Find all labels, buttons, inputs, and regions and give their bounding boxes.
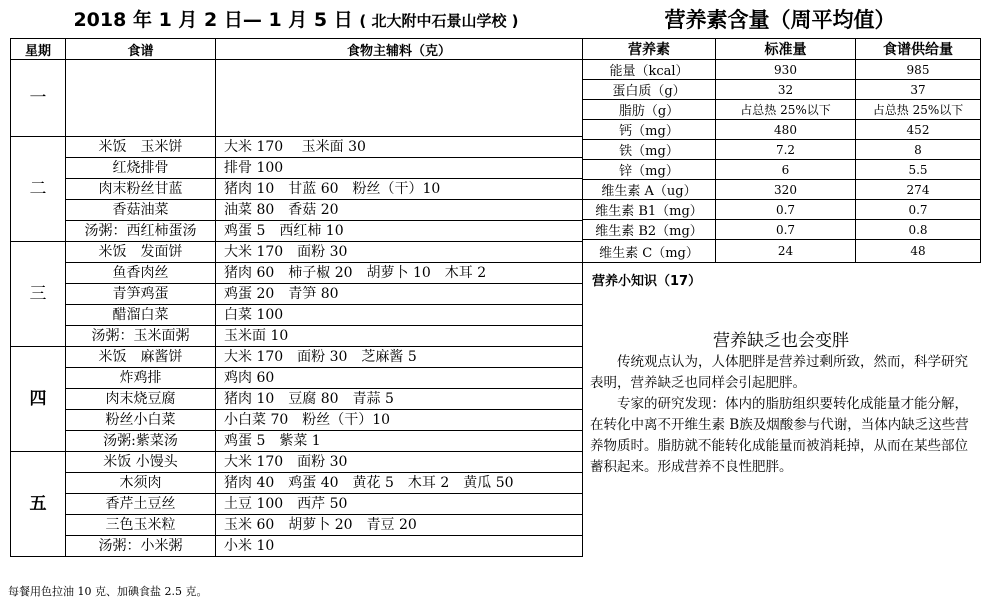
col-nutrient: 营养素 — [583, 39, 716, 60]
article-paragraph: 传统观点认为，人体肥胖是营养过剩所致，然而，科学研究表明，营养缺乏也同样会引起肥胖。 — [590, 354, 968, 391]
dish-cell: 米饭 麻酱饼 — [66, 347, 216, 368]
ingredient-cell: 小白菜 70 粉丝（干）10 — [216, 410, 583, 431]
ingredient-cell: 土豆 100 西芹 50 — [216, 494, 583, 515]
menu-row — [11, 515, 583, 536]
supply-cell: 0.8 — [856, 220, 981, 240]
nutrient-name-cell: 能量（kcal） — [583, 60, 716, 80]
weekday-cell: 二 — [11, 137, 66, 242]
supply-cell: 0.7 — [856, 200, 981, 220]
standard-cell: 930 — [716, 60, 856, 80]
menu-table — [10, 38, 583, 557]
weekday-cell: 五 — [11, 452, 66, 557]
standard-cell: 32 — [716, 80, 856, 100]
ingredient-cell: 小米 10 — [216, 536, 583, 557]
article-paragraph: 专家的研究发现：体内的脂肪组织要转化成能量才能分解，在转化中离不开维生素 B族及烟酸参与代谢，当体内缺乏这些营养物质时。脂肪就不能转化成能量而被消耗掉，从而在某些部位蓄积起来。形成营养不良性肥胖。 — [590, 396, 969, 475]
supply-cell: 48 — [856, 240, 981, 263]
standard-cell: 7.2 — [716, 140, 856, 160]
nutrition-row — [583, 200, 981, 220]
dish-cell: 肉末烧豆腐 — [66, 389, 216, 410]
menu-row — [11, 263, 583, 284]
nutrition-title: 营养素含量（周平均值） — [664, 8, 896, 32]
dish-cell: 汤粥：玉米面粥 — [66, 326, 216, 347]
nutrition-tip-label: 营养小知识（17） — [592, 274, 702, 289]
dish-cell: 汤粥：西红柿蛋汤 — [66, 221, 216, 242]
dish-cell: 醋溜白菜 — [66, 305, 216, 326]
dish-cell — [66, 60, 216, 137]
supply-cell: 274 — [856, 180, 981, 200]
nutrient-name-cell: 维生素 A（ug） — [583, 180, 716, 200]
supply-cell: 452 — [856, 120, 981, 140]
dish-cell: 米饭 发面饼 — [66, 242, 216, 263]
menu-body — [11, 60, 583, 557]
dish-cell: 香菇油菜 — [66, 200, 216, 221]
school-name: ( 北大附中石景山学校 ) — [359, 12, 519, 30]
ingredient-cell: 排骨 100 — [216, 158, 583, 179]
menu-row — [11, 305, 583, 326]
dish-cell: 炸鸡排 — [66, 368, 216, 389]
oil-salt-footnote: 每餐用色拉油 10 克、加碘食盐 2.5 克。 — [8, 585, 208, 598]
weekday-cell: 三 — [11, 242, 66, 347]
ingredient-cell: 白菜 100 — [216, 305, 583, 326]
menu-title — [10, 6, 582, 34]
col-weekday: 星期 — [11, 39, 66, 60]
nutrition-row — [583, 220, 981, 240]
standard-cell: 320 — [716, 180, 856, 200]
standard-cell: 0.7 — [716, 200, 856, 220]
col-ingredients: 食物主辅料（克） — [216, 39, 583, 60]
nutrition-row — [583, 160, 981, 180]
dish-cell: 木须肉 — [66, 473, 216, 494]
menu-row — [11, 536, 583, 557]
menu-row — [11, 284, 583, 305]
dish-cell: 米饭 玉米饼 — [66, 137, 216, 158]
nutrition-row — [583, 240, 981, 263]
menu-row — [11, 137, 583, 158]
supply-cell: 占总热 25%以下 — [856, 100, 981, 120]
nutrient-name-cell: 维生素 B1（mg） — [583, 200, 716, 220]
nutrition-row — [583, 80, 981, 100]
ingredient-cell: 大米 170 面粉 30 — [216, 242, 583, 263]
nutrient-name-cell: 蛋白质（g） — [583, 80, 716, 100]
supply-cell: 985 — [856, 60, 981, 80]
nutrient-name-cell: 铁（mg） — [583, 140, 716, 160]
dish-cell: 汤粥：小米粥 — [66, 536, 216, 557]
standard-cell: 占总热 25%以下 — [716, 100, 856, 120]
dish-cell: 红烧排骨 — [66, 158, 216, 179]
col-supply: 食谱供给量 — [856, 39, 981, 60]
nutrition-row — [583, 180, 981, 200]
nutrition-body — [583, 60, 981, 263]
ingredient-cell: 玉米面 10 — [216, 326, 583, 347]
nutrient-name-cell: 锌（mg） — [583, 160, 716, 180]
menu-date-range: 2018 年 1 月 2 日— 1 月 5 日 — [73, 9, 353, 31]
supply-cell: 8 — [856, 140, 981, 160]
ingredient-cell: 鸡蛋 5 西红柿 10 — [216, 221, 583, 242]
dish-cell: 三色玉米粒 — [66, 515, 216, 536]
col-recipe: 食谱 — [66, 39, 216, 60]
article-title: 营养缺乏也会变胖 — [713, 331, 849, 351]
nutrient-name-cell: 钙（mg） — [583, 120, 716, 140]
standard-cell: 0.7 — [716, 220, 856, 240]
ingredient-cell: 鸡蛋 20 青笋 80 — [216, 284, 583, 305]
ingredient-cell: 玉米 60 胡萝卜 20 青豆 20 — [216, 515, 583, 536]
menu-row — [11, 347, 583, 368]
ingredient-cell: 油菜 80 香菇 20 — [216, 200, 583, 221]
supply-cell: 37 — [856, 80, 981, 100]
nutrient-name-cell: 维生素 B2（mg） — [583, 220, 716, 240]
nutrition-table — [582, 38, 981, 263]
dish-cell: 肉末粉丝甘蓝 — [66, 179, 216, 200]
menu-row — [11, 60, 583, 137]
nutrient-name-cell: 脂肪（g） — [583, 100, 716, 120]
menu-row — [11, 389, 583, 410]
ingredient-cell: 猪肉 10 甘蓝 60 粉丝（干）10 — [216, 179, 583, 200]
ingredient-cell — [216, 60, 583, 137]
nutrition-row — [583, 140, 981, 160]
ingredient-cell: 鸡肉 60 — [216, 368, 583, 389]
standard-cell: 480 — [716, 120, 856, 140]
menu-row — [11, 326, 583, 347]
dish-cell: 汤粥:紫菜汤 — [66, 431, 216, 452]
menu-row — [11, 452, 583, 473]
menu-row — [11, 410, 583, 431]
standard-cell: 24 — [716, 240, 856, 263]
ingredient-cell: 猪肉 10 豆腐 80 青蒜 5 — [216, 389, 583, 410]
ingredient-cell: 猪肉 40 鸡蛋 40 黄花 5 木耳 2 黄瓜 50 — [216, 473, 583, 494]
ingredient-cell: 猪肉 60 柿子椒 20 胡萝卜 10 木耳 2 — [216, 263, 583, 284]
menu-row — [11, 473, 583, 494]
ingredient-cell: 鸡蛋 5 紫菜 1 — [216, 431, 583, 452]
menu-row — [11, 221, 583, 242]
nutrition-row — [583, 120, 981, 140]
standard-cell: 6 — [716, 160, 856, 180]
dish-cell: 粉丝小白菜 — [66, 410, 216, 431]
menu-row — [11, 179, 583, 200]
weekday-cell: 一 — [11, 60, 66, 137]
menu-row — [11, 158, 583, 179]
dish-cell: 鱼香肉丝 — [66, 263, 216, 284]
ingredient-cell: 大米 170 玉米面 30 — [216, 137, 583, 158]
menu-row — [11, 494, 583, 515]
menu-row — [11, 242, 583, 263]
supply-cell: 5.5 — [856, 160, 981, 180]
ingredient-cell: 大米 170 面粉 30 — [216, 452, 583, 473]
menu-row — [11, 431, 583, 452]
nutrition-row — [583, 100, 981, 120]
dish-cell: 米饭 小馒头 — [66, 452, 216, 473]
dish-cell: 青笋鸡蛋 — [66, 284, 216, 305]
dish-cell: 香芹土豆丝 — [66, 494, 216, 515]
article-body — [590, 352, 975, 478]
nutrient-name-cell: 维生素 C（mg） — [583, 240, 716, 263]
weekday-cell: 四 — [11, 347, 66, 452]
menu-row — [11, 200, 583, 221]
menu-row — [11, 368, 583, 389]
ingredient-cell: 大米 170 面粉 30 芝麻酱 5 — [216, 347, 583, 368]
col-standard: 标准量 — [716, 39, 856, 60]
nutrition-row — [583, 60, 981, 80]
